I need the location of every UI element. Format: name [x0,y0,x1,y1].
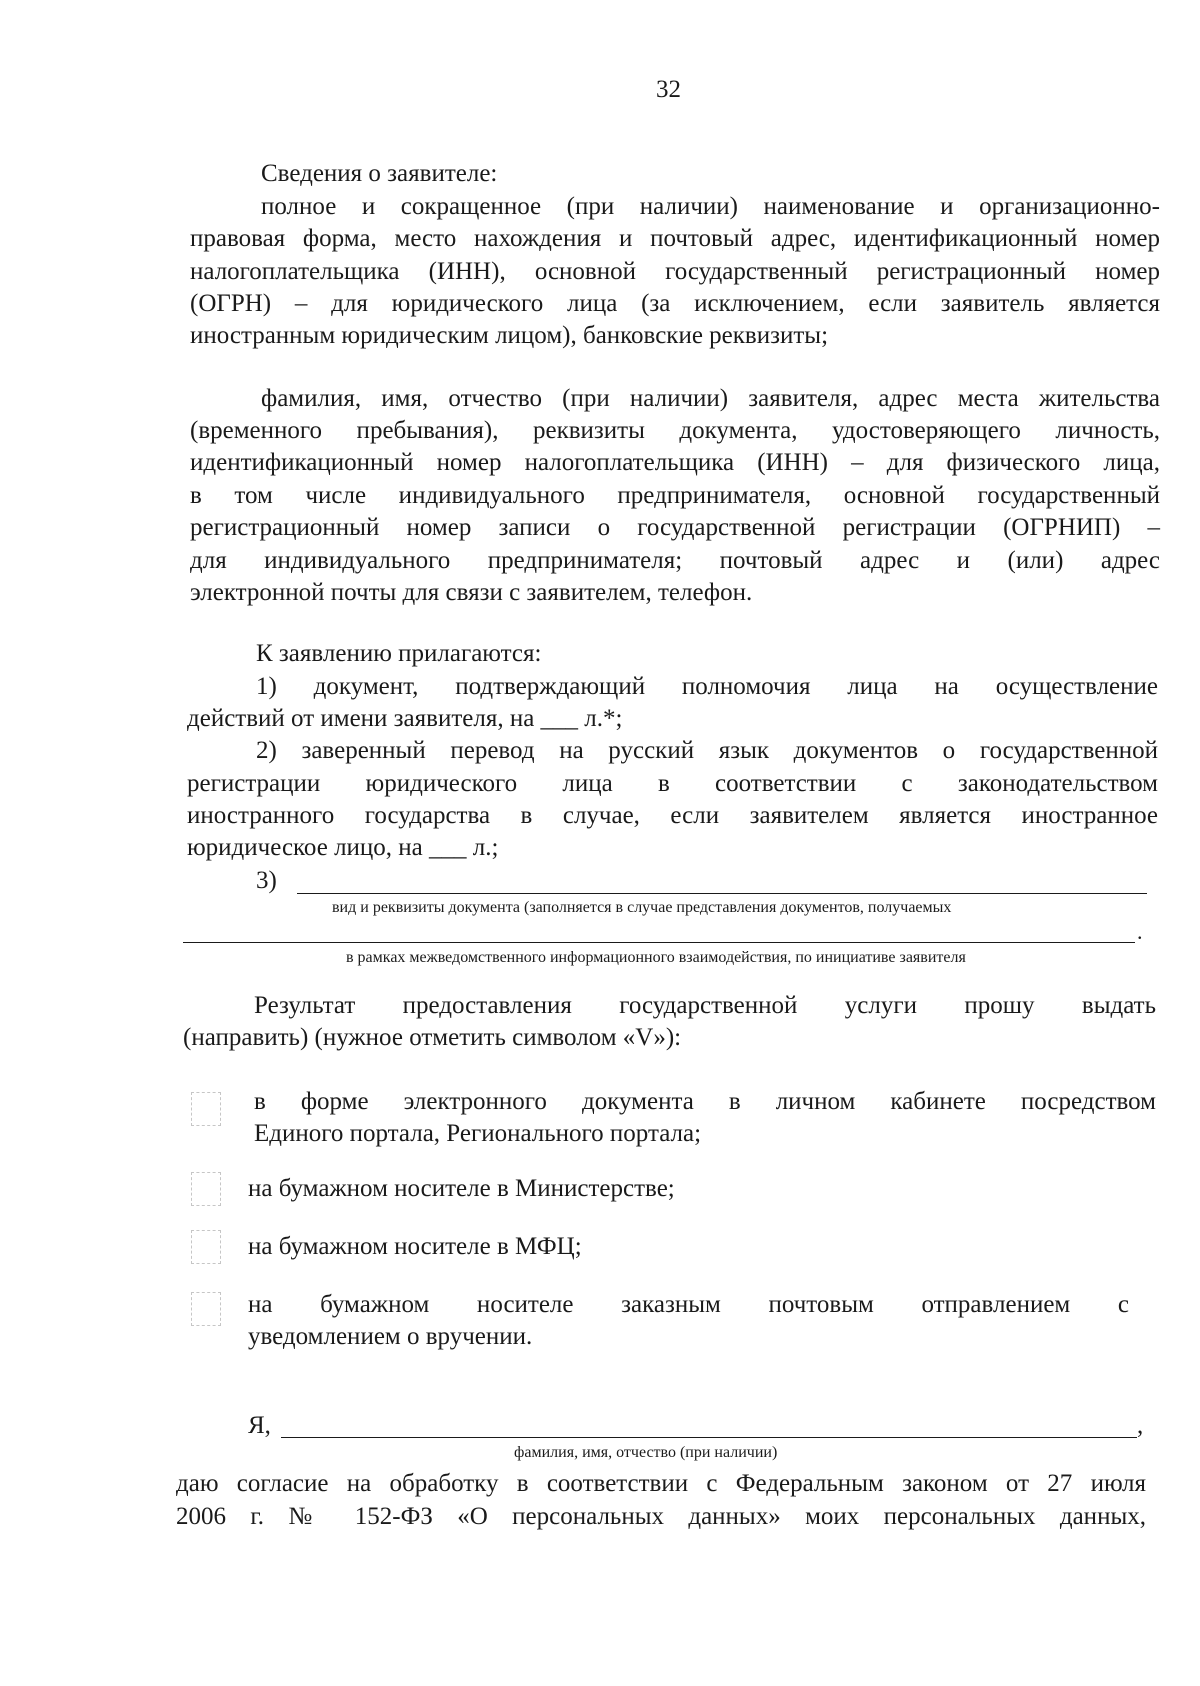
option-mail-line-2: уведомлением о вручении. [248,1323,533,1350]
attachment-1-line-2: действий от имени заявителя, на ___ л.*; [187,705,623,732]
consent-line-1: даю согласие на обработку в соответствии с Федеральным законом от 27 июля [176,1470,1146,1497]
applicant-info-heading: Сведения о заявителе: [261,160,498,187]
option-electronic-line-1: в форме электронного документа в личном кабинете посредством [254,1088,1156,1115]
legal-entity-line-2: правовая форма, место нахождения и почтовый адрес, идентификационный номер [190,225,1160,252]
attachment-3-fill-line[interactable] [297,893,1147,894]
attachment-3-trailing-dot: . [1137,919,1143,944]
option-ministry-checkbox[interactable] [191,1172,221,1206]
option-ministry-label: на бумажном носителе в Министерстве; [248,1175,675,1202]
consent-suffix: , [1137,1412,1144,1439]
attachment-3-caption-2: в рамках межведомственного информационного взаимодействия, по инициативе заявителя [346,949,966,966]
individual-line-4: в том числе индивидуального предпринимателя, основной государственный [190,482,1160,509]
consent-name-caption: фамилия, имя, отчество (при наличии) [514,1444,778,1461]
consent-name-fill-line[interactable] [281,1437,1137,1438]
individual-line-7: электронной почты для связи с заявителем, телефон. [190,579,753,606]
option-mfc-label: на бумажном носителе в МФЦ; [248,1233,582,1260]
option-electronic-line-2: Единого портала, Регионального портала; [254,1120,702,1147]
individual-line-2: (временного пребывания), реквизиты документа, удостоверяющего личность, [190,417,1160,444]
individual-line-3: идентификационный номер налогоплательщика (ИНН) – для физического лица, [190,449,1160,476]
attachment-2-line-1: 2) заверенный перевод на русский язык документов о государственной [256,737,1158,764]
option-mfc-checkbox[interactable] [191,1230,221,1264]
attachment-3-label: 3) [256,867,277,894]
page-number: 32 [656,76,681,103]
individual-line-1: фамилия, имя, отчество (при наличии) заявителя, адрес места жительства [261,385,1160,412]
attachment-2-line-2: регистрации юридического лица в соответствии с законодательством [187,770,1158,797]
option-mail-line-1: на бумажном носителе заказным почтовым отправлением с [248,1291,1129,1318]
attachment-2-line-3: иностранного государства в случае, если заявителем является иностранное [187,802,1158,829]
option-electronic-checkbox[interactable] [191,1092,221,1126]
option-mail-checkbox[interactable] [191,1292,221,1326]
legal-entity-line-5: иностранным юридическим лицом), банковские реквизиты; [190,322,829,349]
attachment-2-line-4: юридическое лицо, на ___ л.; [187,834,499,861]
legal-entity-line-3: налогоплательщика (ИНН), основной государственный регистрационный номер [190,258,1160,285]
individual-line-5: регистрационный номер записи о государственной регистрации (ОГРНИП) – [190,514,1160,541]
attachments-heading: К заявлению прилагаются: [256,640,542,667]
individual-line-6: для индивидуального предпринимателя; почтовый адрес и (или) адрес [190,547,1160,574]
result-line-1: Результат предоставления государственной услуги прошу выдать [254,992,1156,1019]
attachment-3-caption-1: вид и реквизиты документа (заполняется в случае представления документов, получаемых [332,899,952,916]
consent-line-2: 2006 г. № 152-ФЗ «О персональных данных» моих персональных данных, [176,1503,1146,1530]
attachment-3-fill-line-2[interactable] [183,942,1135,943]
consent-prefix: Я, [248,1412,271,1439]
legal-entity-line-4: (ОГРН) – для юридического лица (за исключением, если заявитель является [190,290,1160,317]
legal-entity-line-1: полное и сокращенное (при наличии) наименование и организационно- [261,193,1160,220]
attachment-1-line-1: 1) документ, подтверждающий полномочия лица на осуществление [256,673,1158,700]
result-line-2: (направить) (нужное отметить символом «V»): [183,1024,682,1051]
